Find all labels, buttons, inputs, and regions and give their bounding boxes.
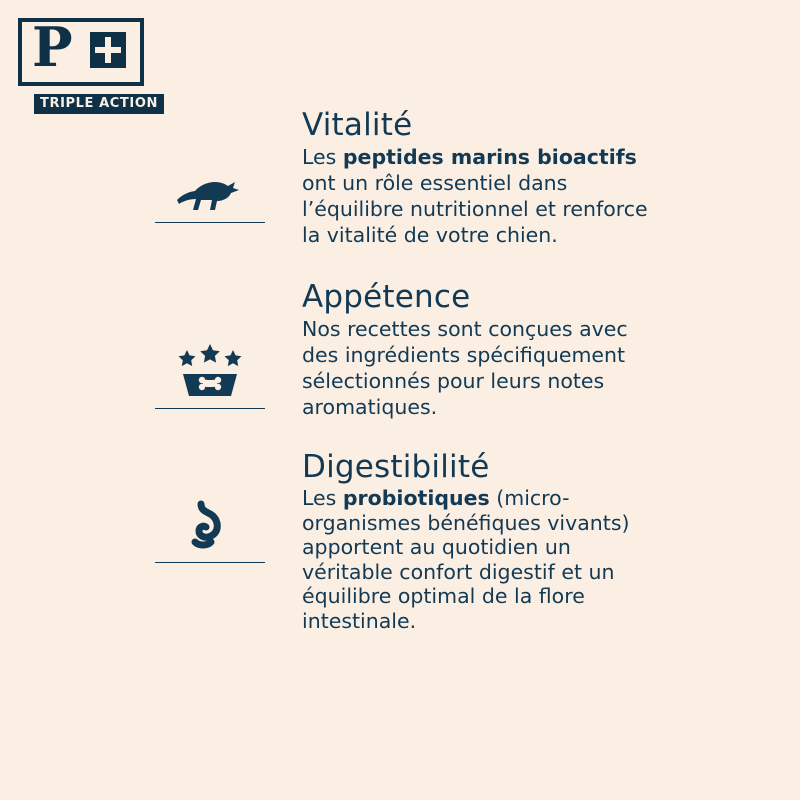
benefit-title: Digestibilité [302,449,490,485]
dog-food-bowl-with-stars-icon [150,342,270,409]
icon-underline [155,408,265,409]
body-part-plain: Les [302,486,343,510]
benefit-title: Appétence [302,279,471,315]
benefits-list [0,108,800,661]
benefit-body [302,486,652,633]
benefit-block-appetence [0,280,800,420]
benefit-text-digestibilite [302,450,652,633]
body-part-plain-2: (micro-organismes bénéfiques vivants) apportent au quotidien un véritable confort digestif et un équilibre optimal de la flore intestinale. [302,486,630,633]
benefit-block-vitalite [0,108,800,248]
benefit-body [302,144,652,248]
body-part-plain: Les [302,145,343,169]
benefit-title: Vitalité [302,107,413,143]
logo-letter: P [32,15,72,79]
benefit-body: Nos recettes sont conçues avec des ingrédients spécifiquement sélectionnés pour leurs notes aromatiques. [302,317,628,419]
benefit-text-vitalite [302,108,652,248]
logo-tagline: TRIPLE ACTION [34,94,164,114]
benefit-text-appetence [302,280,652,420]
body-part-bold: probiotiques [342,486,490,510]
stomach-digestion-icon [150,498,270,563]
medical-cross-icon [90,32,126,68]
icon-underline [155,222,265,223]
running-dog-icon [150,170,270,223]
body-part-plain-2: ont un rôle essentiel dans l’équilibre nutritionnel et renforce la vitalité de votre chien. [302,171,648,247]
body-part-bold: peptides marins bioactifs [342,145,637,169]
icon-underline [155,562,265,563]
brand-logo [18,15,158,111]
benefit-block-digestibilite [0,450,800,633]
